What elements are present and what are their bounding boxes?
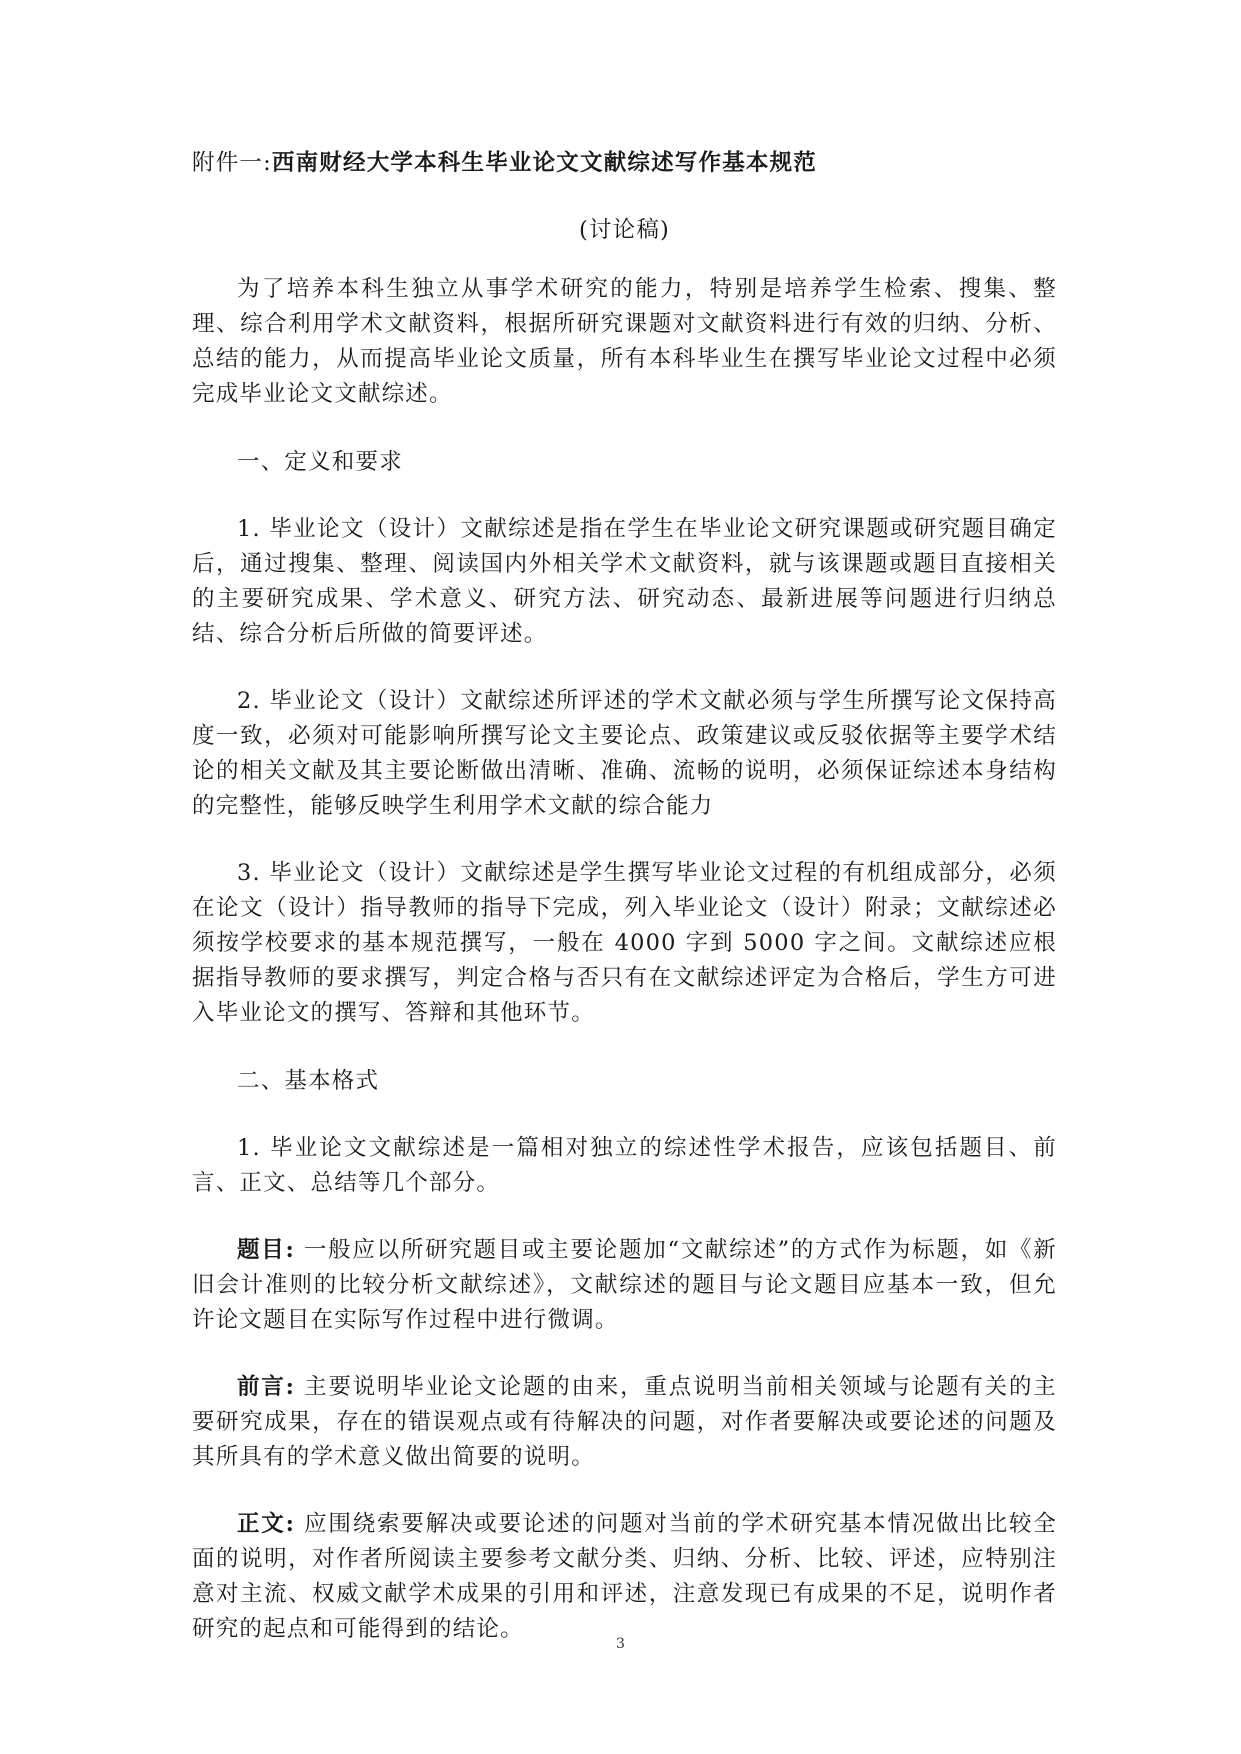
- document-subtitle: (讨论稿): [578, 217, 671, 243]
- format-item-1: 1. 毕业论文文献综述是一篇相对独立的综述性学术报告，应该包括题目、前言、正文、总结等几个部分。: [192, 1135, 1057, 1196]
- definition-item-3: 3. 毕业论文（设计）文献综述是学生撰写毕业论文过程的有机组成部分，必须在论文（设计）指导教师的指导下完成，列入毕业论文（设计）附录；文献综述必须按学校要求的基本规范撰写，一般在 4000 字到 5000 字之间。文献综述应根据指导教师的要求撰写，判定合格与否只有在文献综述评定为合格后，学生方可进入毕业论文的撰写、答辩和其他环节。: [192, 860, 1057, 1026]
- document-content: [192, 142, 1057, 1647]
- topic-text: 一般应以所研究题目或主要论题加“文献综述”的方式作为标题，如《新旧会计准则的比较分析文献综述》，文献综述的题目与论文题目应基本一致，但允许论文题目在实际写作过程中进行微调。: [192, 1237, 1057, 1333]
- preface-label: 前言:: [237, 1374, 296, 1400]
- title-main: 西南财经大学本科生毕业论文文献综述写作基本规范: [271, 150, 817, 176]
- format-topic-paragraph: [192, 1233, 1057, 1338]
- format-preface-paragraph: [192, 1370, 1057, 1475]
- document-title: [192, 142, 1057, 184]
- page-number: 3: [616, 1636, 625, 1652]
- title-prefix: 附件一:: [192, 150, 272, 176]
- definition-item-2: 2. 毕业论文（设计）文献综述所评述的学术文献必须与学生所撰写论文保持高度一致，必须对可能影响所撰写论文主要论点、政策建议或反驳依据等主要学术结论的相关文献及其主要论断做出清晰、准确、流畅的说明，必须保证综述本身结构的完整性，能够反映学生利用学术文献的综合能力: [192, 688, 1057, 819]
- section-heading-definition: 一、定义和要求: [237, 449, 403, 475]
- topic-label: 题目:: [237, 1237, 295, 1263]
- definition-item-1: 1. 毕业论文（设计）文献综述是指在学生在毕业论文研究课题或研究题目确定后，通过搜集、整理、阅读国内外相关学术文献资料，就与该课题或题目直接相关的主要研究成果、学术意义、研究方法、研究动态、最新进展等问题进行归纳总结、综合分析后所做的简要评述。: [192, 516, 1057, 647]
- body-text: 应围绕索要解决或要论述的问题对当前的学术研究基本情况做出比较全面的说明，对作者所阅读主要参考文献分类、归纳、分析、比较、评述，应特别注意对主流、权威文献学术成果的引用和评述，注意发现已有成果的不足，说明作者研究的起点和可能得到的结论。: [192, 1511, 1057, 1642]
- section-heading-format: 二、基本格式: [237, 1068, 380, 1094]
- body-label: 正文:: [237, 1511, 296, 1537]
- format-body-paragraph: [192, 1507, 1057, 1647]
- intro-paragraph: 为了培养本科生独立从事学术研究的能力，特别是培养学生检索、搜集、整理、综合利用学术文献资料，根据所研究课题对文献资料进行有效的归纳、分析、总结的能力，从而提高毕业论文质量，所有本科毕业生在撰写毕业论文过程中必须完成毕业论文文献综述。: [192, 276, 1057, 407]
- preface-text: 主要说明毕业论文论题的由来，重点说明当前相关领域与论题有关的主要研究成果，存在的错误观点或有待解决的问题，对作者要解决或要论述的问题及其所具有的学术意义做出简要的说明。: [192, 1374, 1057, 1470]
